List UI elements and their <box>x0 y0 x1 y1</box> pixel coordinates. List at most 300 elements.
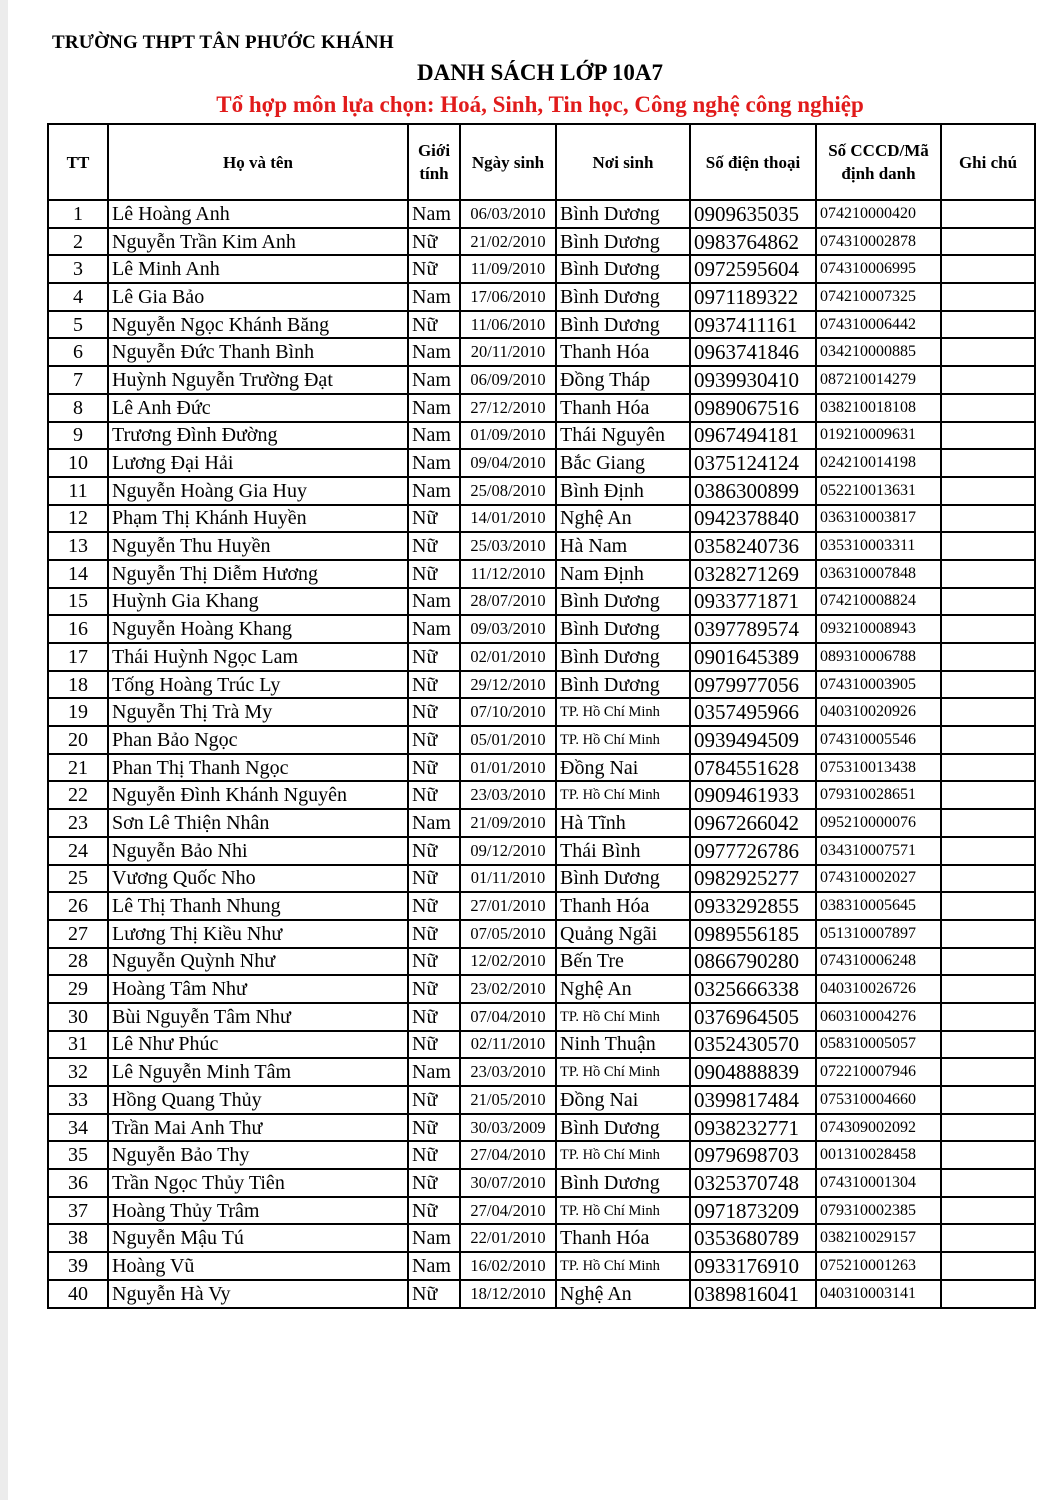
student-name: Nguyễn Hoàng Gia Huy <box>108 477 408 505</box>
student-name: Nguyễn Hà Vy <box>108 1280 408 1308</box>
student-gender: Nam <box>408 394 460 422</box>
student-id: 038210029157 <box>816 1224 941 1252</box>
student-birthplace: Thái Nguyên <box>556 422 690 450</box>
student-id: 034210000885 <box>816 338 941 366</box>
student-name: Huỳnh Nguyễn Trường Đạt <box>108 366 408 394</box>
student-gender: Nữ <box>408 1197 460 1225</box>
student-note <box>941 422 1035 450</box>
student-phone: 0989067516 <box>690 394 816 422</box>
student-dob: 07/04/2010 <box>460 1003 556 1031</box>
student-id: 074310003905 <box>816 671 941 699</box>
student-dob: 27/01/2010 <box>460 892 556 920</box>
student-birthplace: Bình Dương <box>556 1114 690 1142</box>
student-name: Nguyễn Ngọc Khánh Băng <box>108 311 408 339</box>
student-gender: Nữ <box>408 920 460 948</box>
student-birthplace: TP. Hồ Chí Minh <box>556 1197 690 1225</box>
student-note <box>941 283 1035 311</box>
student-birthplace: TP. Hồ Chí Minh <box>556 1141 690 1169</box>
student-dob: 14/01/2010 <box>460 505 556 533</box>
table-row <box>48 809 1035 837</box>
student-id: 040310020926 <box>816 698 941 726</box>
student-phone: 0352430570 <box>690 1031 816 1059</box>
student-gender: Nam <box>408 338 460 366</box>
table-row <box>48 311 1035 339</box>
student-number: 39 <box>48 1252 108 1280</box>
class-list-table <box>47 123 1036 1309</box>
student-dob: 02/11/2010 <box>460 1031 556 1059</box>
student-id: 040310003141 <box>816 1280 941 1308</box>
student-gender: Nam <box>408 809 460 837</box>
table-row <box>48 948 1035 976</box>
student-name: Nguyễn Trần Kim Anh <box>108 228 408 256</box>
student-id: 095210000076 <box>816 809 941 837</box>
student-birthplace: Thanh Hóa <box>556 394 690 422</box>
student-number: 1 <box>48 200 108 228</box>
student-dob: 17/06/2010 <box>460 283 556 311</box>
student-id: 036310007848 <box>816 560 941 588</box>
header-id: Số CCCD/Mã định danh <box>816 124 941 200</box>
student-phone: 0784551628 <box>690 754 816 782</box>
table-row <box>48 560 1035 588</box>
header-name: Họ và tên <box>108 124 408 200</box>
student-name: Nguyễn Đình Khánh Nguyên <box>108 781 408 809</box>
student-number: 14 <box>48 560 108 588</box>
student-phone: 0972595604 <box>690 255 816 283</box>
student-phone: 0909461933 <box>690 781 816 809</box>
student-gender: Nữ <box>408 1003 460 1031</box>
student-gender: Nữ <box>408 754 460 782</box>
student-gender: Nam <box>408 200 460 228</box>
student-id: 035310003311 <box>816 532 941 560</box>
student-name: Hoàng Vũ <box>108 1252 408 1280</box>
student-name: Nguyễn Thị Trà My <box>108 698 408 726</box>
student-birthplace: Bình Dương <box>556 255 690 283</box>
table-row <box>48 781 1035 809</box>
student-gender: Nữ <box>408 532 460 560</box>
student-id: 074210007325 <box>816 283 941 311</box>
student-gender: Nữ <box>408 865 460 893</box>
student-phone: 0375124124 <box>690 449 816 477</box>
student-name: Trần Mai Anh Thư <box>108 1114 408 1142</box>
student-name: Nguyễn Bảo Nhi <box>108 837 408 865</box>
student-phone: 0397789574 <box>690 615 816 643</box>
page-left-edge <box>0 0 8 1500</box>
student-name: Trần Ngọc Thủy Tiên <box>108 1169 408 1197</box>
student-dob: 06/03/2010 <box>460 200 556 228</box>
table-row <box>48 1114 1035 1142</box>
table-row <box>48 532 1035 560</box>
student-note <box>941 1086 1035 1114</box>
student-phone: 0386300899 <box>690 477 816 505</box>
student-id: 089310006788 <box>816 643 941 671</box>
student-name: Lê Hoàng Anh <box>108 200 408 228</box>
student-dob: 21/05/2010 <box>460 1086 556 1114</box>
student-dob: 09/12/2010 <box>460 837 556 865</box>
student-number: 40 <box>48 1280 108 1308</box>
student-dob: 18/12/2010 <box>460 1280 556 1308</box>
student-gender: Nữ <box>408 948 460 976</box>
student-birthplace: Bình Dương <box>556 865 690 893</box>
student-phone: 0353680789 <box>690 1224 816 1252</box>
student-dob: 02/01/2010 <box>460 643 556 671</box>
student-phone: 0979698703 <box>690 1141 816 1169</box>
table-row <box>48 1169 1035 1197</box>
student-number: 23 <box>48 809 108 837</box>
student-phone: 0942378840 <box>690 505 816 533</box>
student-note <box>941 200 1035 228</box>
table-row <box>48 588 1035 616</box>
table-row <box>48 643 1035 671</box>
student-dob: 23/02/2010 <box>460 975 556 1003</box>
student-phone: 0933176910 <box>690 1252 816 1280</box>
student-id: 074310002027 <box>816 865 941 893</box>
student-name: Tống Hoàng Trúc Ly <box>108 671 408 699</box>
student-phone: 0938232771 <box>690 1114 816 1142</box>
student-phone: 0325370748 <box>690 1169 816 1197</box>
student-number: 22 <box>48 781 108 809</box>
table-header-row <box>48 124 1035 200</box>
student-phone: 0979977056 <box>690 671 816 699</box>
student-phone: 0937411161 <box>690 311 816 339</box>
student-gender: Nam <box>408 477 460 505</box>
student-number: 3 <box>48 255 108 283</box>
page-title: DANH SÁCH LỚP 10A7 <box>417 60 663 85</box>
student-birthplace: Nghệ An <box>556 1280 690 1308</box>
student-phone: 0939930410 <box>690 366 816 394</box>
student-name: Lê Như Phúc <box>108 1031 408 1059</box>
student-gender: Nữ <box>408 1141 460 1169</box>
student-gender: Nam <box>408 1224 460 1252</box>
table-row <box>48 615 1035 643</box>
student-note <box>941 532 1035 560</box>
student-note <box>941 671 1035 699</box>
student-dob: 22/01/2010 <box>460 1224 556 1252</box>
student-name: Bùi Nguyễn Tâm Như <box>108 1003 408 1031</box>
student-gender: Nữ <box>408 837 460 865</box>
student-birthplace: TP. Hồ Chí Minh <box>556 1003 690 1031</box>
student-name: Lương Đại Hải <box>108 449 408 477</box>
student-phone: 0389816041 <box>690 1280 816 1308</box>
student-id: 074310006442 <box>816 311 941 339</box>
student-number: 25 <box>48 865 108 893</box>
student-name: Nguyễn Mậu Tú <box>108 1224 408 1252</box>
student-birthplace: Hà Nam <box>556 532 690 560</box>
student-birthplace: TP. Hồ Chí Minh <box>556 698 690 726</box>
student-phone: 0939494509 <box>690 726 816 754</box>
table-row <box>48 366 1035 394</box>
student-number: 9 <box>48 422 108 450</box>
table-row <box>48 1031 1035 1059</box>
student-number: 12 <box>48 505 108 533</box>
student-birthplace: Thái Bình <box>556 837 690 865</box>
student-name: Hồng Quang Thủy <box>108 1086 408 1114</box>
student-name: Nguyễn Thị Diễm Hương <box>108 560 408 588</box>
student-number: 7 <box>48 366 108 394</box>
student-phone: 0933292855 <box>690 892 816 920</box>
student-phone: 0983764862 <box>690 228 816 256</box>
student-phone: 0328271269 <box>690 560 816 588</box>
student-number: 11 <box>48 477 108 505</box>
student-name: Phan Thị Thanh Ngọc <box>108 754 408 782</box>
student-number: 30 <box>48 1003 108 1031</box>
student-note <box>941 948 1035 976</box>
student-id: 074309002092 <box>816 1114 941 1142</box>
student-dob: 27/04/2010 <box>460 1141 556 1169</box>
student-number: 38 <box>48 1224 108 1252</box>
student-birthplace: TP. Hồ Chí Minh <box>556 781 690 809</box>
table-row <box>48 283 1035 311</box>
student-number: 5 <box>48 311 108 339</box>
student-name: Lê Anh Đức <box>108 394 408 422</box>
student-id: 019210009631 <box>816 422 941 450</box>
student-id: 036310003817 <box>816 505 941 533</box>
student-note <box>941 588 1035 616</box>
student-id: 038310005645 <box>816 892 941 920</box>
student-note <box>941 920 1035 948</box>
student-note <box>941 1197 1035 1225</box>
student-id: 040310026726 <box>816 975 941 1003</box>
student-dob: 25/08/2010 <box>460 477 556 505</box>
student-note <box>941 726 1035 754</box>
school-name: TRƯỜNG THPT TÂN PHƯỚC KHÁNH <box>52 32 394 53</box>
student-gender: Nữ <box>408 1031 460 1059</box>
header-phone: Số điện thoại <box>690 124 816 200</box>
student-note <box>941 615 1035 643</box>
student-gender: Nữ <box>408 643 460 671</box>
student-number: 33 <box>48 1086 108 1114</box>
student-number: 29 <box>48 975 108 1003</box>
table-row <box>48 1280 1035 1308</box>
header-tt: TT <box>48 124 108 200</box>
student-number: 19 <box>48 698 108 726</box>
table-row <box>48 338 1035 366</box>
student-dob: 30/03/2009 <box>460 1114 556 1142</box>
student-name: Lê Nguyễn Minh Tâm <box>108 1058 408 1086</box>
student-name: Nguyễn Quỳnh Như <box>108 948 408 976</box>
student-dob: 21/02/2010 <box>460 228 556 256</box>
student-number: 28 <box>48 948 108 976</box>
student-dob: 09/03/2010 <box>460 615 556 643</box>
table-row <box>48 200 1035 228</box>
student-phone: 0982925277 <box>690 865 816 893</box>
table-row <box>48 477 1035 505</box>
student-note <box>941 892 1035 920</box>
student-birthplace: Thanh Hóa <box>556 338 690 366</box>
student-phone: 0904888839 <box>690 1058 816 1086</box>
student-number: 21 <box>48 754 108 782</box>
table-row <box>48 394 1035 422</box>
student-dob: 27/04/2010 <box>460 1197 556 1225</box>
student-dob: 21/09/2010 <box>460 809 556 837</box>
student-note <box>941 865 1035 893</box>
subject-combination: Tổ hợp môn lựa chọn: Hoá, Sinh, Tin học, Công nghệ công nghiệp <box>216 92 864 117</box>
student-name: Thái Huỳnh Ngọc Lam <box>108 643 408 671</box>
student-gender: Nam <box>408 449 460 477</box>
student-id: 024210014198 <box>816 449 941 477</box>
table-row <box>48 1141 1035 1169</box>
student-name: Vương Quốc Nho <box>108 865 408 893</box>
student-name: Lê Minh Anh <box>108 255 408 283</box>
student-number: 18 <box>48 671 108 699</box>
student-phone: 0909635035 <box>690 200 816 228</box>
header-place: Nơi sinh <box>556 124 690 200</box>
student-birthplace: Bình Dương <box>556 671 690 699</box>
student-name: Lê Thị Thanh Nhung <box>108 892 408 920</box>
student-id: 074210008824 <box>816 588 941 616</box>
student-name: Trương Đình Đường <box>108 422 408 450</box>
table-row <box>48 1197 1035 1225</box>
student-phone: 0325666338 <box>690 975 816 1003</box>
student-id: 052210013631 <box>816 477 941 505</box>
table-row <box>48 1252 1035 1280</box>
student-gender: Nữ <box>408 1169 460 1197</box>
student-birthplace: Bình Dương <box>556 228 690 256</box>
table-row <box>48 671 1035 699</box>
student-name: Nguyễn Hoàng Khang <box>108 615 408 643</box>
table-row <box>48 1003 1035 1031</box>
student-name: Hoàng Tâm Như <box>108 975 408 1003</box>
student-birthplace: Đồng Tháp <box>556 366 690 394</box>
student-number: 26 <box>48 892 108 920</box>
student-name: Nguyễn Thu Huyền <box>108 532 408 560</box>
student-gender: Nữ <box>408 311 460 339</box>
student-note <box>941 1280 1035 1308</box>
student-phone: 0989556185 <box>690 920 816 948</box>
student-birthplace: Đồng Nai <box>556 1086 690 1114</box>
student-dob: 23/03/2010 <box>460 1058 556 1086</box>
student-id: 074310006995 <box>816 255 941 283</box>
student-note <box>941 1031 1035 1059</box>
student-phone: 0357495966 <box>690 698 816 726</box>
student-dob: 30/07/2010 <box>460 1169 556 1197</box>
student-phone: 0933771871 <box>690 588 816 616</box>
student-birthplace: Bình Dương <box>556 283 690 311</box>
table-row <box>48 975 1035 1003</box>
student-dob: 07/05/2010 <box>460 920 556 948</box>
student-id: 074210000420 <box>816 200 941 228</box>
student-gender: Nữ <box>408 1114 460 1142</box>
student-number: 4 <box>48 283 108 311</box>
table-row <box>48 892 1035 920</box>
student-dob: 27/12/2010 <box>460 394 556 422</box>
student-note <box>941 449 1035 477</box>
student-birthplace: Thanh Hóa <box>556 1224 690 1252</box>
student-dob: 25/03/2010 <box>460 532 556 560</box>
student-gender: Nữ <box>408 671 460 699</box>
student-number: 31 <box>48 1031 108 1059</box>
student-number: 34 <box>48 1114 108 1142</box>
student-phone: 0977726786 <box>690 837 816 865</box>
student-note <box>941 311 1035 339</box>
student-birthplace: Ninh Thuận <box>556 1031 690 1059</box>
header-gender: Giới tính <box>408 124 460 200</box>
student-birthplace: Quảng Ngãi <box>556 920 690 948</box>
student-note <box>941 1058 1035 1086</box>
student-birthplace: Nghệ An <box>556 505 690 533</box>
student-note <box>941 809 1035 837</box>
student-dob: 11/06/2010 <box>460 311 556 339</box>
student-birthplace: Đồng Nai <box>556 754 690 782</box>
student-phone: 0376964505 <box>690 1003 816 1031</box>
table-row <box>48 920 1035 948</box>
student-name: Hoàng Thủy Trâm <box>108 1197 408 1225</box>
student-id: 038210018108 <box>816 394 941 422</box>
student-dob: 07/10/2010 <box>460 698 556 726</box>
student-dob: 16/02/2010 <box>460 1252 556 1280</box>
student-id: 034310007571 <box>816 837 941 865</box>
student-note <box>941 1114 1035 1142</box>
student-phone: 0971873209 <box>690 1197 816 1225</box>
student-id: 074310005546 <box>816 726 941 754</box>
student-note <box>941 698 1035 726</box>
student-phone: 0967266042 <box>690 809 816 837</box>
student-dob: 11/12/2010 <box>460 560 556 588</box>
student-number: 10 <box>48 449 108 477</box>
student-id: 060310004276 <box>816 1003 941 1031</box>
header-note: Ghi chú <box>941 124 1035 200</box>
student-name: Phạm Thị Khánh Huyền <box>108 505 408 533</box>
student-note <box>941 505 1035 533</box>
student-gender: Nam <box>408 615 460 643</box>
student-id: 074310002878 <box>816 228 941 256</box>
student-dob: 05/01/2010 <box>460 726 556 754</box>
student-dob: 23/03/2010 <box>460 781 556 809</box>
table-row <box>48 422 1035 450</box>
student-dob: 01/09/2010 <box>460 422 556 450</box>
table-row <box>48 255 1035 283</box>
student-number: 16 <box>48 615 108 643</box>
student-id: 074310001304 <box>816 1169 941 1197</box>
student-gender: Nữ <box>408 892 460 920</box>
student-id: 001310028458 <box>816 1141 941 1169</box>
student-name: Huỳnh Gia Khang <box>108 588 408 616</box>
student-number: 8 <box>48 394 108 422</box>
student-gender: Nam <box>408 283 460 311</box>
student-note <box>941 228 1035 256</box>
student-note <box>941 837 1035 865</box>
student-dob: 06/09/2010 <box>460 366 556 394</box>
student-gender: Nữ <box>408 781 460 809</box>
student-number: 27 <box>48 920 108 948</box>
table-row <box>48 698 1035 726</box>
student-id: 072210007946 <box>816 1058 941 1086</box>
student-gender: Nữ <box>408 1086 460 1114</box>
student-number: 17 <box>48 643 108 671</box>
student-dob: 28/07/2010 <box>460 588 556 616</box>
student-gender: Nữ <box>408 698 460 726</box>
student-number: 13 <box>48 532 108 560</box>
student-note <box>941 1141 1035 1169</box>
student-birthplace: Nam Định <box>556 560 690 588</box>
student-gender: Nam <box>408 588 460 616</box>
student-number: 24 <box>48 837 108 865</box>
student-note <box>941 975 1035 1003</box>
student-birthplace: Bình Dương <box>556 615 690 643</box>
student-birthplace: Bến Tre <box>556 948 690 976</box>
student-birthplace: Bình Dương <box>556 1169 690 1197</box>
student-gender: Nữ <box>408 1280 460 1308</box>
student-id: 087210014279 <box>816 366 941 394</box>
table-row <box>48 837 1035 865</box>
table-row <box>48 865 1035 893</box>
student-number: 32 <box>48 1058 108 1086</box>
student-gender: Nam <box>408 1058 460 1086</box>
table-row <box>48 754 1035 782</box>
student-birthplace: TP. Hồ Chí Minh <box>556 726 690 754</box>
student-note <box>941 338 1035 366</box>
table-row <box>48 1086 1035 1114</box>
student-birthplace: TP. Hồ Chí Minh <box>556 1252 690 1280</box>
